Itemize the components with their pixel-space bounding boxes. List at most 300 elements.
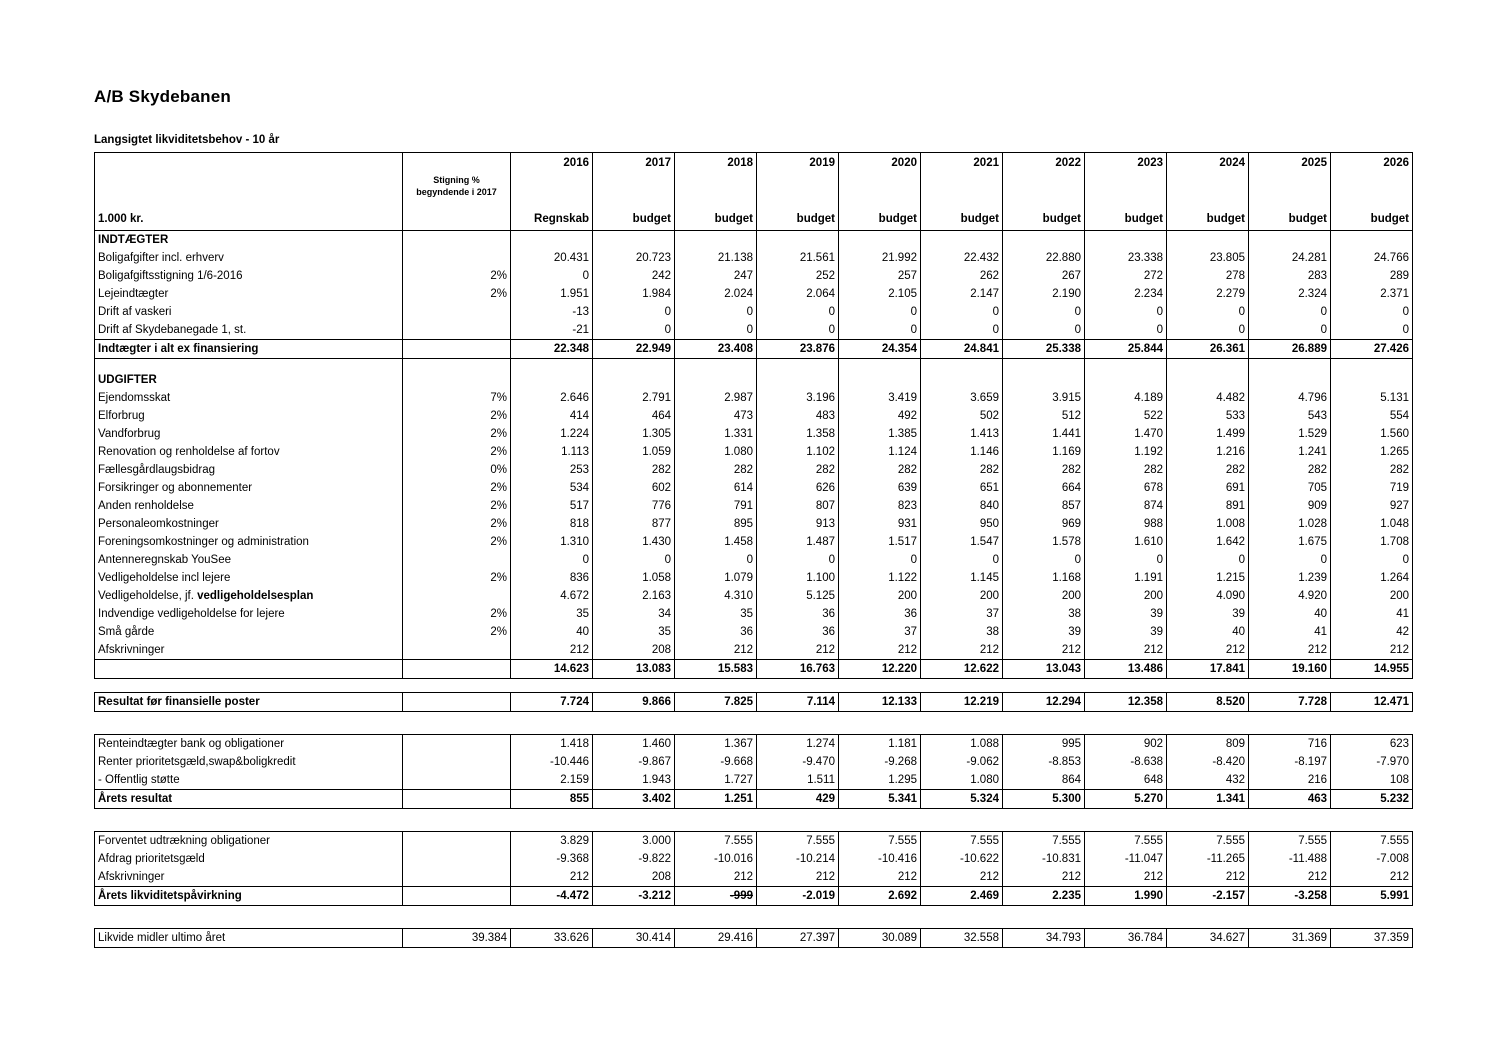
- cell-2019: 252: [757, 267, 839, 285]
- expense-row-7: [95, 515, 1413, 533]
- financial-row-1: [95, 753, 1413, 771]
- header-pct-blank: [403, 152, 511, 174]
- row-pct-value: [403, 734, 511, 753]
- cell-2018: 0: [675, 303, 757, 321]
- cell-2016: -9.368: [511, 850, 593, 868]
- cell-2021: 502: [921, 407, 1003, 425]
- cell-2022: 7.555: [1003, 831, 1085, 850]
- cell-2025: 1.239: [1249, 569, 1331, 587]
- row-label: Indvendige vedligeholdelse for lejere: [95, 605, 403, 623]
- row-pct-value: [403, 641, 511, 660]
- cell-2024: 4.090: [1167, 587, 1249, 605]
- cell-2017: 3.000: [593, 831, 675, 850]
- cell-2023: 39: [1085, 605, 1167, 623]
- row-pct-value: 2%: [403, 443, 511, 461]
- header-blank-left: [95, 174, 403, 208]
- cell-2025: 1.675: [1249, 533, 1331, 551]
- cell-2022: 282: [1003, 461, 1085, 479]
- row-label: Renteindtægter bank og obligationer: [95, 734, 403, 753]
- column-header-kind-2016: Regnskab: [511, 208, 593, 231]
- column-header-kind-2019: budget: [757, 208, 839, 231]
- expense-row-9: [95, 551, 1413, 569]
- cell-2023: 13.486: [1085, 659, 1167, 678]
- cell-2016: 1.113: [511, 443, 593, 461]
- cell-2021: 5.324: [921, 789, 1003, 808]
- row-label: Forventet udtrækning obligationer: [95, 831, 403, 850]
- cell-2018: 247: [675, 267, 757, 285]
- cell-2024: 34.627: [1167, 928, 1249, 947]
- cell-2026: 289: [1331, 267, 1413, 285]
- cell-2025: 4.796: [1249, 389, 1331, 407]
- cell-2020: 639: [839, 479, 921, 497]
- row-pct-value: 2%: [403, 515, 511, 533]
- cell-2019: 16.763: [757, 659, 839, 678]
- gap-before-liquidity: [95, 808, 1413, 831]
- cell-2021: 7.555: [921, 831, 1003, 850]
- cell-2019: 1.511: [757, 771, 839, 790]
- cell-2025: 283: [1249, 267, 1331, 285]
- cell-2025: 2.324: [1249, 285, 1331, 303]
- financial-row-2: [95, 771, 1413, 790]
- row-pct-value: [403, 789, 511, 808]
- cell-2023: 4.189: [1085, 389, 1167, 407]
- column-header-year-2020: 2020: [839, 152, 921, 174]
- cell-2024: 212: [1167, 868, 1249, 887]
- blank-cell-2022: [1003, 358, 1085, 371]
- cell-2021: -9.062: [921, 753, 1003, 771]
- cell-2022: 969: [1003, 515, 1085, 533]
- cell-2025: 24.281: [1249, 249, 1331, 267]
- blank-pct: [403, 358, 511, 371]
- cell-2025: 7.555: [1249, 831, 1331, 850]
- section-heading-cell-2018: [675, 230, 757, 249]
- cell-2024: 1.216: [1167, 443, 1249, 461]
- cell-2023: 39: [1085, 623, 1167, 641]
- cell-2022: 864: [1003, 771, 1085, 790]
- section-heading-cell-2024: [1167, 230, 1249, 249]
- row-pct-value: 2%: [403, 425, 511, 443]
- cell-2016: 1.224: [511, 425, 593, 443]
- cell-2025: 212: [1249, 868, 1331, 887]
- section-heading-pct: [403, 371, 511, 389]
- section-heading-cell-2023: [1085, 371, 1167, 389]
- cell-2023: 1.192: [1085, 443, 1167, 461]
- cell-2023: 36.784: [1085, 928, 1167, 947]
- row-pct-value: [403, 339, 511, 358]
- row-label: Afskrivninger: [95, 641, 403, 660]
- cell-2017: 208: [593, 641, 675, 660]
- cell-2024: 1.341: [1167, 789, 1249, 808]
- pct-column-header: [403, 174, 511, 208]
- row-label: Indtægter i alt ex finansiering: [95, 339, 403, 358]
- cell-2022: 1.441: [1003, 425, 1085, 443]
- cell-2018: 23.408: [675, 339, 757, 358]
- liquidity-row-2: [95, 868, 1413, 887]
- cell-2022: 200: [1003, 587, 1085, 605]
- cell-2022: 5.300: [1003, 789, 1085, 808]
- column-header-kind-2021: budget: [921, 208, 1003, 231]
- cell-2018: 1.367: [675, 734, 757, 753]
- cell-2024: 39: [1167, 605, 1249, 623]
- cell-2026: 1.048: [1331, 515, 1413, 533]
- expense-row-4: [95, 461, 1413, 479]
- cell-2021: 262: [921, 267, 1003, 285]
- cell-2026: 554: [1331, 407, 1413, 425]
- cell-2023: 988: [1085, 515, 1167, 533]
- cell-2025: 909: [1249, 497, 1331, 515]
- cell-2022: 12.294: [1003, 692, 1085, 711]
- cell-2016: 534: [511, 479, 593, 497]
- cell-2017: 1.059: [593, 443, 675, 461]
- cell-2018: 21.138: [675, 249, 757, 267]
- cell-2020: 257: [839, 267, 921, 285]
- cell-2016: 1.310: [511, 533, 593, 551]
- cell-2017: 22.949: [593, 339, 675, 358]
- cell-2021: 840: [921, 497, 1003, 515]
- cell-2025: 463: [1249, 789, 1331, 808]
- row-label: Små gårde: [95, 623, 403, 641]
- cell-2025: 41: [1249, 623, 1331, 641]
- cell-2023: 212: [1085, 868, 1167, 887]
- table-header-kinds: [95, 208, 1413, 231]
- cell-2025: 0: [1249, 303, 1331, 321]
- cell-2026: 0: [1331, 303, 1413, 321]
- section-heading-label: INDTÆGTER: [95, 230, 403, 249]
- cell-2018: -999: [675, 886, 757, 905]
- cell-2021: 0: [921, 303, 1003, 321]
- table-body: [95, 152, 1413, 947]
- cell-2019: 807: [757, 497, 839, 515]
- header-spacer-2019: [757, 174, 839, 208]
- cell-2022: 39: [1003, 623, 1085, 641]
- blank-cell-2024: [1167, 358, 1249, 371]
- cell-2018: 15.583: [675, 659, 757, 678]
- cell-2022: 2.190: [1003, 285, 1085, 303]
- cell-2017: 35: [593, 623, 675, 641]
- cell-2018: 7.825: [675, 692, 757, 711]
- cell-2026: 0: [1331, 551, 1413, 569]
- header-pct-bottom: [403, 208, 511, 231]
- gap-cell: [95, 905, 1413, 928]
- cell-2021: 0: [921, 551, 1003, 569]
- cell-2017: -9.822: [593, 850, 675, 868]
- cell-2024: 2.279: [1167, 285, 1249, 303]
- cell-2017: 1.430: [593, 533, 675, 551]
- cell-2022: 664: [1003, 479, 1085, 497]
- cell-2018: 212: [675, 868, 757, 887]
- cell-2025: 716: [1249, 734, 1331, 753]
- liquidity-row-0: [95, 831, 1413, 850]
- section-heading-cell-2016: [511, 230, 593, 249]
- cell-2024: -8.420: [1167, 753, 1249, 771]
- row-pct-value: [403, 753, 511, 771]
- cell-2018: 614: [675, 479, 757, 497]
- cell-2016: 35: [511, 605, 593, 623]
- blank-cell-2021: [921, 358, 1003, 371]
- section-heading-cell-2020: [839, 230, 921, 249]
- cell-2021: 0: [921, 321, 1003, 340]
- header-spacer-2022: [1003, 174, 1085, 208]
- cell-2019: -2.019: [757, 886, 839, 905]
- cell-2026: 24.766: [1331, 249, 1413, 267]
- cell-2020: 5.341: [839, 789, 921, 808]
- blank-cell-2023: [1085, 358, 1167, 371]
- cell-2016: 2.159: [511, 771, 593, 790]
- cell-2016: 0: [511, 551, 593, 569]
- cell-2021: 651: [921, 479, 1003, 497]
- cell-2019: 1.274: [757, 734, 839, 753]
- liquidity-row-1: [95, 850, 1413, 868]
- cell-2016: 14.623: [511, 659, 593, 678]
- cell-2018: 282: [675, 461, 757, 479]
- cell-2016: 20.431: [511, 249, 593, 267]
- cell-2023: -8.638: [1085, 753, 1167, 771]
- section-heading-cell-2016: [511, 371, 593, 389]
- row-label: Anden renholdelse: [95, 497, 403, 515]
- cell-2025: 212: [1249, 641, 1331, 660]
- cell-2017: 776: [593, 497, 675, 515]
- column-header-year-2026: 2026: [1331, 152, 1413, 174]
- cell-2021: 12.622: [921, 659, 1003, 678]
- cell-2022: 0: [1003, 551, 1085, 569]
- cell-2026: 42: [1331, 623, 1413, 641]
- cell-2016: 253: [511, 461, 593, 479]
- column-header-year-2018: 2018: [675, 152, 757, 174]
- row-label: [95, 587, 403, 605]
- column-header-kind-2017: budget: [593, 208, 675, 231]
- cell-2026: 27.426: [1331, 339, 1413, 358]
- cell-2018: 473: [675, 407, 757, 425]
- row-pct-value: [403, 771, 511, 790]
- cell-2025: 0: [1249, 551, 1331, 569]
- cell-2020: 12.133: [839, 692, 921, 711]
- cell-2017: 20.723: [593, 249, 675, 267]
- cell-2020: 1.385: [839, 425, 921, 443]
- cell-2018: 0: [675, 551, 757, 569]
- cell-2018: 35: [675, 605, 757, 623]
- cell-2016: -21: [511, 321, 593, 340]
- cell-2024: 809: [1167, 734, 1249, 753]
- cell-2021: 950: [921, 515, 1003, 533]
- row-label: Fællesgårdlaugsbidrag: [95, 461, 403, 479]
- row-pct-value: 2%: [403, 479, 511, 497]
- cell-2016: -4.472: [511, 886, 593, 905]
- cell-2016: 2.646: [511, 389, 593, 407]
- section-heading-label: UDGIFTER: [95, 371, 403, 389]
- cell-2023: 23.338: [1085, 249, 1167, 267]
- cell-2017: 2.791: [593, 389, 675, 407]
- cell-2019: -10.214: [757, 850, 839, 868]
- cell-2020: 30.089: [839, 928, 921, 947]
- cell-2026: 1.265: [1331, 443, 1413, 461]
- cell-2020: 21.992: [839, 249, 921, 267]
- cell-2024: 278: [1167, 267, 1249, 285]
- cell-2018: 1.079: [675, 569, 757, 587]
- cell-2018: 1.331: [675, 425, 757, 443]
- row-pct-value: 2%: [403, 407, 511, 425]
- section-heading-cell-2017: [593, 230, 675, 249]
- cell-2016: 4.672: [511, 587, 593, 605]
- cell-2020: 212: [839, 868, 921, 887]
- cell-2024: 0: [1167, 303, 1249, 321]
- cell-2020: -10.416: [839, 850, 921, 868]
- table-header-pct: [95, 174, 1413, 208]
- cell-2021: 1.088: [921, 734, 1003, 753]
- cell-2019: 212: [757, 868, 839, 887]
- cell-2019: 27.397: [757, 928, 839, 947]
- cell-2016: 0: [511, 267, 593, 285]
- column-header-kind-2026: budget: [1331, 208, 1413, 231]
- header-spacer-2018: [675, 174, 757, 208]
- cell-2019: 1.100: [757, 569, 839, 587]
- cell-2022: 0: [1003, 303, 1085, 321]
- cell-2023: 0: [1085, 321, 1167, 340]
- section-heading-cell-2026: [1331, 371, 1413, 389]
- page-title: A/B Skydebanen: [94, 87, 231, 106]
- income-total-row: [95, 339, 1413, 358]
- income-row-2: [95, 285, 1413, 303]
- cell-2022: 34.793: [1003, 928, 1085, 947]
- cell-2022: 995: [1003, 734, 1085, 753]
- column-header-year-2022: 2022: [1003, 152, 1085, 174]
- cell-2022: 22.880: [1003, 249, 1085, 267]
- column-header-year-2024: 2024: [1167, 152, 1249, 174]
- cell-2024: 23.805: [1167, 249, 1249, 267]
- cell-2021: 200: [921, 587, 1003, 605]
- cell-2023: 522: [1085, 407, 1167, 425]
- result-before-financial-row: [95, 692, 1413, 711]
- cell-2024: 1.008: [1167, 515, 1249, 533]
- cell-2020: 24.354: [839, 339, 921, 358]
- row-label: Forsikringer og abonnementer: [95, 479, 403, 497]
- cell-2025: 1.529: [1249, 425, 1331, 443]
- report-subtitle: Langsigtet likviditetsbehov - 10 år: [94, 134, 280, 146]
- cell-2017: 0: [593, 551, 675, 569]
- cell-2026: 1.560: [1331, 425, 1413, 443]
- cell-2016: 1.951: [511, 285, 593, 303]
- cell-2025: -11.488: [1249, 850, 1331, 868]
- cell-2019: -9.470: [757, 753, 839, 771]
- income-row-1: [95, 267, 1413, 285]
- pct-header-line1: Stigning %: [433, 174, 480, 185]
- cell-2016: 818: [511, 515, 593, 533]
- cell-2016: 22.348: [511, 339, 593, 358]
- cell-2023: 1.990: [1085, 886, 1167, 905]
- cell-2024: 891: [1167, 497, 1249, 515]
- cell-2022: 1.169: [1003, 443, 1085, 461]
- cell-2022: 857: [1003, 497, 1085, 515]
- cell-2018: 791: [675, 497, 757, 515]
- cell-2023: 0: [1085, 303, 1167, 321]
- cell-2016: 33.626: [511, 928, 593, 947]
- cell-2020: 1.122: [839, 569, 921, 587]
- cell-2025: 0: [1249, 321, 1331, 340]
- cell-2024: 1.215: [1167, 569, 1249, 587]
- row-label: Antenneregnskab YouSee: [95, 551, 403, 569]
- section-heading-cell-2024: [1167, 371, 1249, 389]
- column-header-year-2025: 2025: [1249, 152, 1331, 174]
- row-pct-value: 39.384: [403, 928, 511, 947]
- cell-2017: 0: [593, 303, 675, 321]
- section-heading-cell-2022: [1003, 230, 1085, 249]
- expense-row-14: [95, 641, 1413, 660]
- cell-2021: 282: [921, 461, 1003, 479]
- cell-2025: 282: [1249, 461, 1331, 479]
- row-pct-value: [403, 659, 511, 678]
- row-pct-value: [403, 321, 511, 340]
- cell-2026: 719: [1331, 479, 1413, 497]
- section-heading-cell-2019: [757, 230, 839, 249]
- cell-2017: 13.083: [593, 659, 675, 678]
- section-heading-cell-2019: [757, 371, 839, 389]
- blank-cell-2025: [1249, 358, 1331, 371]
- cell-2024: 7.555: [1167, 831, 1249, 850]
- cell-2016: 836: [511, 569, 593, 587]
- row-pct-value: [403, 850, 511, 868]
- cell-2023: 902: [1085, 734, 1167, 753]
- cell-2025: 543: [1249, 407, 1331, 425]
- cell-2017: 1.058: [593, 569, 675, 587]
- cell-2018: 29.416: [675, 928, 757, 947]
- cell-2016: -13: [511, 303, 593, 321]
- blank-cell-2019: [757, 358, 839, 371]
- column-header-year-2023: 2023: [1085, 152, 1167, 174]
- cell-2016: 3.829: [511, 831, 593, 850]
- pct-header-line2: begyndende i 2017: [416, 186, 497, 197]
- cell-2021: 37: [921, 605, 1003, 623]
- section-heading-cell-2021: [921, 371, 1003, 389]
- cell-2021: 1.145: [921, 569, 1003, 587]
- header-spacer-2017: [593, 174, 675, 208]
- cell-2023: 200: [1085, 587, 1167, 605]
- gap-cell: [95, 808, 1413, 831]
- row-pct-value: [403, 692, 511, 711]
- row-label: Årets resultat: [95, 789, 403, 808]
- cell-2019: 2.064: [757, 285, 839, 303]
- cell-2023: 5.270: [1085, 789, 1167, 808]
- cell-2022: 212: [1003, 868, 1085, 887]
- cell-2018: 212: [675, 641, 757, 660]
- cell-2019: 21.561: [757, 249, 839, 267]
- expense-total-row: [95, 659, 1413, 678]
- cell-2023: 282: [1085, 461, 1167, 479]
- cell-2022: 13.043: [1003, 659, 1085, 678]
- cell-2021: 32.558: [921, 928, 1003, 947]
- expense-row-1: [95, 407, 1413, 425]
- cell-2024: 0: [1167, 321, 1249, 340]
- row-label: Foreningsomkostninger og administration: [95, 533, 403, 551]
- expense-row-0: [95, 389, 1413, 407]
- cell-2026: 623: [1331, 734, 1413, 753]
- cell-2023: 7.555: [1085, 831, 1167, 850]
- cell-2021: 2.147: [921, 285, 1003, 303]
- cell-2019: 7.114: [757, 692, 839, 711]
- cell-2019: 1.358: [757, 425, 839, 443]
- cell-2022: 212: [1003, 641, 1085, 660]
- row-pct-value: 2%: [403, 497, 511, 515]
- cell-2021: 1.146: [921, 443, 1003, 461]
- cell-2024: 0: [1167, 551, 1249, 569]
- cell-2020: 1.181: [839, 734, 921, 753]
- cell-2016: 40: [511, 623, 593, 641]
- cell-2021: 2.469: [921, 886, 1003, 905]
- liquidity-budget-table: [94, 152, 1413, 948]
- cell-2019: 626: [757, 479, 839, 497]
- expense-row-5: [95, 479, 1413, 497]
- cell-2019: 7.555: [757, 831, 839, 850]
- cell-2018: 895: [675, 515, 757, 533]
- cell-2018: 1.080: [675, 443, 757, 461]
